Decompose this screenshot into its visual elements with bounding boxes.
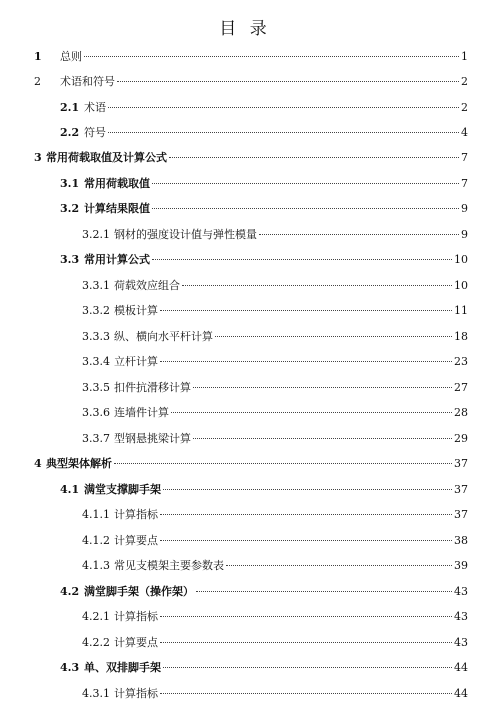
toc-page-number: 37 <box>454 483 468 496</box>
toc-number: 3 <box>34 151 42 164</box>
toc-label: 满堂脚手架（操作架） <box>84 585 194 598</box>
toc-page-number: 9 <box>461 228 468 241</box>
toc-number: 4 <box>34 457 42 470</box>
toc-label: 术语和符号 <box>60 75 115 88</box>
toc-label: 纵、横向水平杆计算 <box>114 330 213 343</box>
toc-page-number: 10 <box>454 279 468 292</box>
dot-leader <box>163 489 452 490</box>
toc-number: 3.3 <box>60 253 80 266</box>
toc-number: 4.2.1 <box>82 610 110 623</box>
toc-number: 3.3.4 <box>82 355 110 368</box>
toc-number: 3.3.6 <box>82 406 110 419</box>
toc-number: 3.1 <box>60 177 80 190</box>
toc-entry-4-1-3[interactable] <box>82 557 468 575</box>
toc-label: 单、双排脚手架 <box>84 661 161 674</box>
toc-label: 总则 <box>60 50 82 63</box>
toc-label: 立杆计算 <box>114 355 158 368</box>
toc-label: 计算指标 <box>114 687 158 700</box>
dot-leader <box>196 591 452 592</box>
toc-entry-4-2[interactable] <box>60 583 468 601</box>
toc-page-number: 11 <box>454 304 468 317</box>
toc-entry-3[interactable] <box>34 149 468 167</box>
toc-number: 4.1.2 <box>82 534 110 547</box>
dot-leader <box>171 412 452 413</box>
toc-page-number: 43 <box>454 636 468 649</box>
dot-leader <box>193 438 452 439</box>
toc-label: 符号 <box>84 126 106 139</box>
toc-page-number: 37 <box>454 457 468 470</box>
toc-entry-4[interactable] <box>34 455 468 473</box>
dot-leader <box>108 132 459 133</box>
dot-leader <box>160 361 452 362</box>
toc-label: 荷载效应组合 <box>114 279 180 292</box>
toc-label: 常用荷载取值及计算公式 <box>46 151 167 164</box>
dot-leader <box>152 183 459 184</box>
toc-label: 计算指标 <box>114 508 158 521</box>
toc-entry-3-3-5[interactable] <box>82 379 468 397</box>
toc-page-number: 4 <box>461 126 468 139</box>
toc-number: 4.2.2 <box>82 636 110 649</box>
toc-page-number: 43 <box>454 585 468 598</box>
toc-number: 3.2.1 <box>82 228 110 241</box>
dot-leader <box>193 387 452 388</box>
toc-label: 计算结果限值 <box>84 202 150 215</box>
toc-page-number: 7 <box>461 151 468 164</box>
dot-leader <box>182 285 452 286</box>
toc-page-number: 38 <box>454 534 468 547</box>
toc-label: 满堂支撑脚手架 <box>84 483 161 496</box>
toc-label: 常见支模架主要参数表 <box>114 559 224 572</box>
toc-number: 3.3.1 <box>82 279 110 292</box>
toc-entry-3-2-1[interactable] <box>82 226 468 244</box>
toc-page-number: 39 <box>454 559 468 572</box>
toc-number: 3.3.7 <box>82 432 110 445</box>
toc-page-number: 29 <box>454 432 468 445</box>
toc-entry-4-1-1[interactable] <box>82 506 468 524</box>
toc-page-number: 44 <box>454 661 468 674</box>
toc-entry-4-3[interactable] <box>60 659 468 677</box>
toc-entry-4-1[interactable] <box>60 481 468 499</box>
toc-label: 扣件抗滑移计算 <box>114 381 191 394</box>
toc-number: 4.1.3 <box>82 559 110 572</box>
toc-entry-4-2-2[interactable] <box>82 634 468 652</box>
dot-leader <box>160 540 452 541</box>
toc-page-number: 2 <box>461 101 468 114</box>
toc-page-number: 1 <box>461 50 468 63</box>
toc-number: 4.2 <box>60 585 80 598</box>
toc-page-number: 28 <box>454 406 468 419</box>
toc-label: 常用计算公式 <box>84 253 150 266</box>
toc-page-number: 44 <box>454 687 468 700</box>
dot-leader <box>160 616 452 617</box>
toc-number: 4.3 <box>60 661 80 674</box>
toc-label: 计算指标 <box>114 610 158 623</box>
toc-number: 2.1 <box>60 101 80 114</box>
dot-leader <box>259 234 459 235</box>
toc-entry-2-2[interactable] <box>60 124 468 142</box>
toc-number: 4.1 <box>60 483 80 496</box>
toc-page-number: 7 <box>461 177 468 190</box>
dot-leader <box>160 514 452 515</box>
toc-entry-3-3-4[interactable] <box>82 353 468 371</box>
toc-page-number: 37 <box>454 508 468 521</box>
toc-label: 连墙件计算 <box>114 406 169 419</box>
toc-entry-1[interactable] <box>34 48 468 66</box>
toc-number: 1 <box>34 50 42 63</box>
dot-leader <box>169 157 459 158</box>
dot-leader <box>226 565 452 566</box>
toc-number: 3.2 <box>60 202 80 215</box>
page-title: 目 录 <box>219 19 271 39</box>
toc-number: 3.3.3 <box>82 330 110 343</box>
toc-entry-3-2[interactable] <box>60 200 468 218</box>
toc-entry-3-3-2[interactable] <box>82 302 468 320</box>
toc-entry-3-3[interactable] <box>60 251 468 269</box>
toc-entry-4-3-1[interactable] <box>82 685 468 703</box>
toc-label: 术语 <box>84 101 106 114</box>
dot-leader <box>215 336 452 337</box>
toc-label: 型钢悬挑梁计算 <box>114 432 191 445</box>
toc-label: 模板计算 <box>114 304 158 317</box>
toc-page-number: 43 <box>454 610 468 623</box>
dot-leader <box>108 107 459 108</box>
toc-page-number: 9 <box>461 202 468 215</box>
toc-label: 典型架体解析 <box>46 457 112 470</box>
toc-number: 2.2 <box>60 126 80 139</box>
toc-label: 计算要点 <box>114 534 158 547</box>
dot-leader <box>84 56 459 57</box>
dot-leader <box>160 693 452 694</box>
dot-leader <box>160 642 452 643</box>
dot-leader <box>114 463 452 464</box>
toc-entry-4-2-1[interactable] <box>82 608 468 626</box>
toc-page-number: 10 <box>454 253 468 266</box>
toc-entry-3-3-6[interactable] <box>82 404 468 422</box>
toc-number: 4.3.1 <box>82 687 110 700</box>
toc-number: 3.3.2 <box>82 304 110 317</box>
toc-entry-2[interactable] <box>34 73 468 91</box>
toc-page-number: 27 <box>454 381 468 394</box>
toc-label: 常用荷载取值 <box>84 177 150 190</box>
toc-page-number: 18 <box>454 330 468 343</box>
toc-entry-3-1[interactable] <box>60 175 468 193</box>
dot-leader <box>163 667 452 668</box>
toc-number: 3.3.5 <box>82 381 110 394</box>
toc-entry-4-1-2[interactable] <box>82 532 468 550</box>
toc-page-number: 2 <box>461 75 468 88</box>
toc-entry-3-3-3[interactable] <box>82 328 468 346</box>
toc-number: 4.1.1 <box>82 508 110 521</box>
dot-leader <box>117 81 459 82</box>
toc-label: 钢材的强度设计值与弹性模量 <box>114 228 257 241</box>
dot-leader <box>152 259 452 260</box>
toc-label: 计算要点 <box>114 636 158 649</box>
dot-leader <box>160 310 452 311</box>
toc-entry-3-3-1[interactable] <box>82 277 468 295</box>
toc-entry-3-3-7[interactable] <box>82 430 468 448</box>
toc-page-number: 23 <box>454 355 468 368</box>
toc-entry-2-1[interactable] <box>60 99 468 117</box>
toc-number: 2 <box>34 75 41 88</box>
dot-leader <box>152 208 459 209</box>
